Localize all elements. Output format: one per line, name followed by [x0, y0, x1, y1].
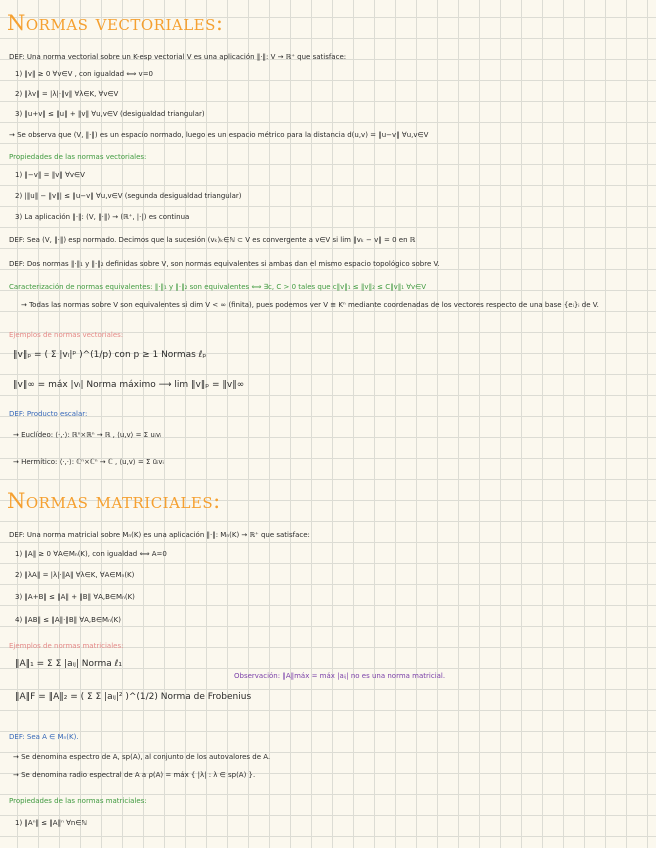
caracterizacion-line: Caracterización de normas equivalentes: ‖·‖₁ y ‖·‖₂ son equivalentes ⟺ ∃c, C > 0 tales que c‖v‖₁ ≤ ‖v‖₂ ≤ C‖v‖₁ ∀v∈V	[9, 283, 427, 291]
definition-producto-escalar: DEF: Producto escalar:	[9, 410, 88, 418]
property-line: 3) ‖A+B‖ ≤ ‖A‖ + ‖B‖ ∀A,B∈Mₙ(K)	[15, 593, 135, 601]
section-heading-matriciales: Normas matriciales:	[7, 489, 221, 513]
subheading-propiedades-matriciales: Propiedades de las normas matriciales:	[9, 797, 147, 805]
subheading-ejemplos-vectoriales: Ejemplos de normas vectoriales:	[9, 331, 124, 339]
property-line: 1) ‖Aⁿ‖ ≤ ‖A‖ⁿ ∀n∈ℕ	[15, 819, 88, 827]
definition-convergencia: DEF: Sea (V, ‖·‖) esp normado. Decimos que la sucesión (vₖ)ₖ∈ℕ ⊂ V es convergente a v∈V si lim ‖vₖ − v‖ = 0 en ℝ	[9, 236, 416, 244]
property-line: 1) ‖v‖ ≥ 0 ∀v∈V , con igualdad ⟺ v=0	[15, 70, 154, 78]
section-heading-vectoriales: Normas vectoriales:	[7, 11, 224, 35]
definition-norma-vectorial: DEF: Una norma vectorial sobre un K-esp vectorial V es una aplicación ‖·‖: V → ℝ⁺ que satisface:	[9, 53, 347, 61]
definition-normas-equivalentes: DEF: Dos normas ‖·‖₁ y ‖·‖₂ definidas sobre V, son normas equivalentes si ambas dan el mismo espacio topológico sobre V.	[9, 260, 440, 268]
property-line: 3) ‖u+v‖ ≤ ‖u‖ + ‖v‖ ∀u,v∈V (desigualdad triangular)	[15, 110, 205, 118]
subheading-ejemplos-matriciales: Ejemplos de normas matriciales:	[9, 642, 124, 650]
property-line: 4) ‖AB‖ ≤ ‖A‖·‖B‖ ∀A,B∈Mₙ(K)	[15, 616, 121, 624]
formula-norma-infinito: ‖v‖∞ = máx |vᵢ| Norma máximo ⟶ lim ‖v‖ₚ = ‖v‖∞	[13, 380, 245, 390]
note-line: → Todas las normas sobre V son equivalentes si dim V < ∞ (finita), pues podemos ver V ≅ Kⁿ mediante coordenadas de los vectores respecto de una base {eᵢ}ᵢ de V.	[21, 301, 599, 309]
property-line: 2) ‖λA‖ = |λ|·‖A‖ ∀λ∈K, ∀A∈Mₙ(K)	[15, 571, 135, 579]
definition-norma-matricial: DEF: Una norma matricial sobre Mₙ(K) es una aplicación ‖·‖: Mₙ(K) → ℝ⁺ que satisface:	[9, 531, 310, 539]
observacion-norma-max: Observación: ‖A‖máx = máx |aᵢⱼ| no es una norma matricial.	[234, 672, 446, 680]
property-line: 1) ‖−v‖ = ‖v‖ ∀v∈V	[15, 171, 85, 179]
definition-espectro: DEF: Sea A ∈ Mₙ(K).	[9, 733, 79, 741]
formula-norma-l1: ‖A‖₁ = Σ Σ |aᵢⱼ| Norma ℓ₁	[15, 659, 122, 669]
formula-frobenius: ‖A‖F = ‖A‖₂ = ( Σ Σ |aᵢⱼ|² )^(1/2) Norma de Frobenius	[15, 692, 252, 702]
note-line: → Se denomina espectro de A, sp(A), al conjunto de los autovalores de A.	[13, 753, 271, 761]
property-line: 1) ‖A‖ ≥ 0 ∀A∈Mₙ(K), con igualdad ⟺ A=0	[15, 550, 167, 558]
property-line: 2) ‖λv‖ = |λ|·‖v‖ ∀λ∈K, ∀v∈V	[15, 90, 119, 98]
formula-euclideo: → Euclídeo: ⟨·,·⟩: ℝⁿ×ℝⁿ → ℝ , ⟨u,v⟩ = Σ uᵢvᵢ	[13, 431, 162, 439]
subheading-propiedades-vectoriales: Propiedades de las normas vectoriales:	[9, 153, 147, 161]
property-line: 2) |‖u‖ − ‖v‖| ≤ ‖u−v‖ ∀u,v∈V (segunda desigualdad triangular)	[15, 192, 242, 200]
property-line: 3) La aplicación ‖·‖: (V, ‖·‖) → (ℝ⁺, |·|) es continua	[15, 213, 190, 221]
note-line: → Se denomina radio espectral de A a ρ(A) = máx { |λ| : λ ∈ sp(A) }.	[13, 771, 256, 779]
note-line: → Se observa que (V, ‖·‖) es un espacio normado, luego es un espacio métrico para la distancia d(u,v) = ‖u−v‖ ∀u,v∈V	[9, 131, 429, 139]
formula-norma-p: ‖v‖ₚ = ( Σ |vᵢ|ᵖ )^(1/p) con p ≥ 1 Normas ℓₚ	[13, 350, 207, 360]
formula-hermitico: → Hermítico: ⟨·,·⟩: ℂⁿ×ℂⁿ → ℂ , ⟨u,v⟩ = Σ ūᵢvᵢ	[13, 458, 164, 466]
